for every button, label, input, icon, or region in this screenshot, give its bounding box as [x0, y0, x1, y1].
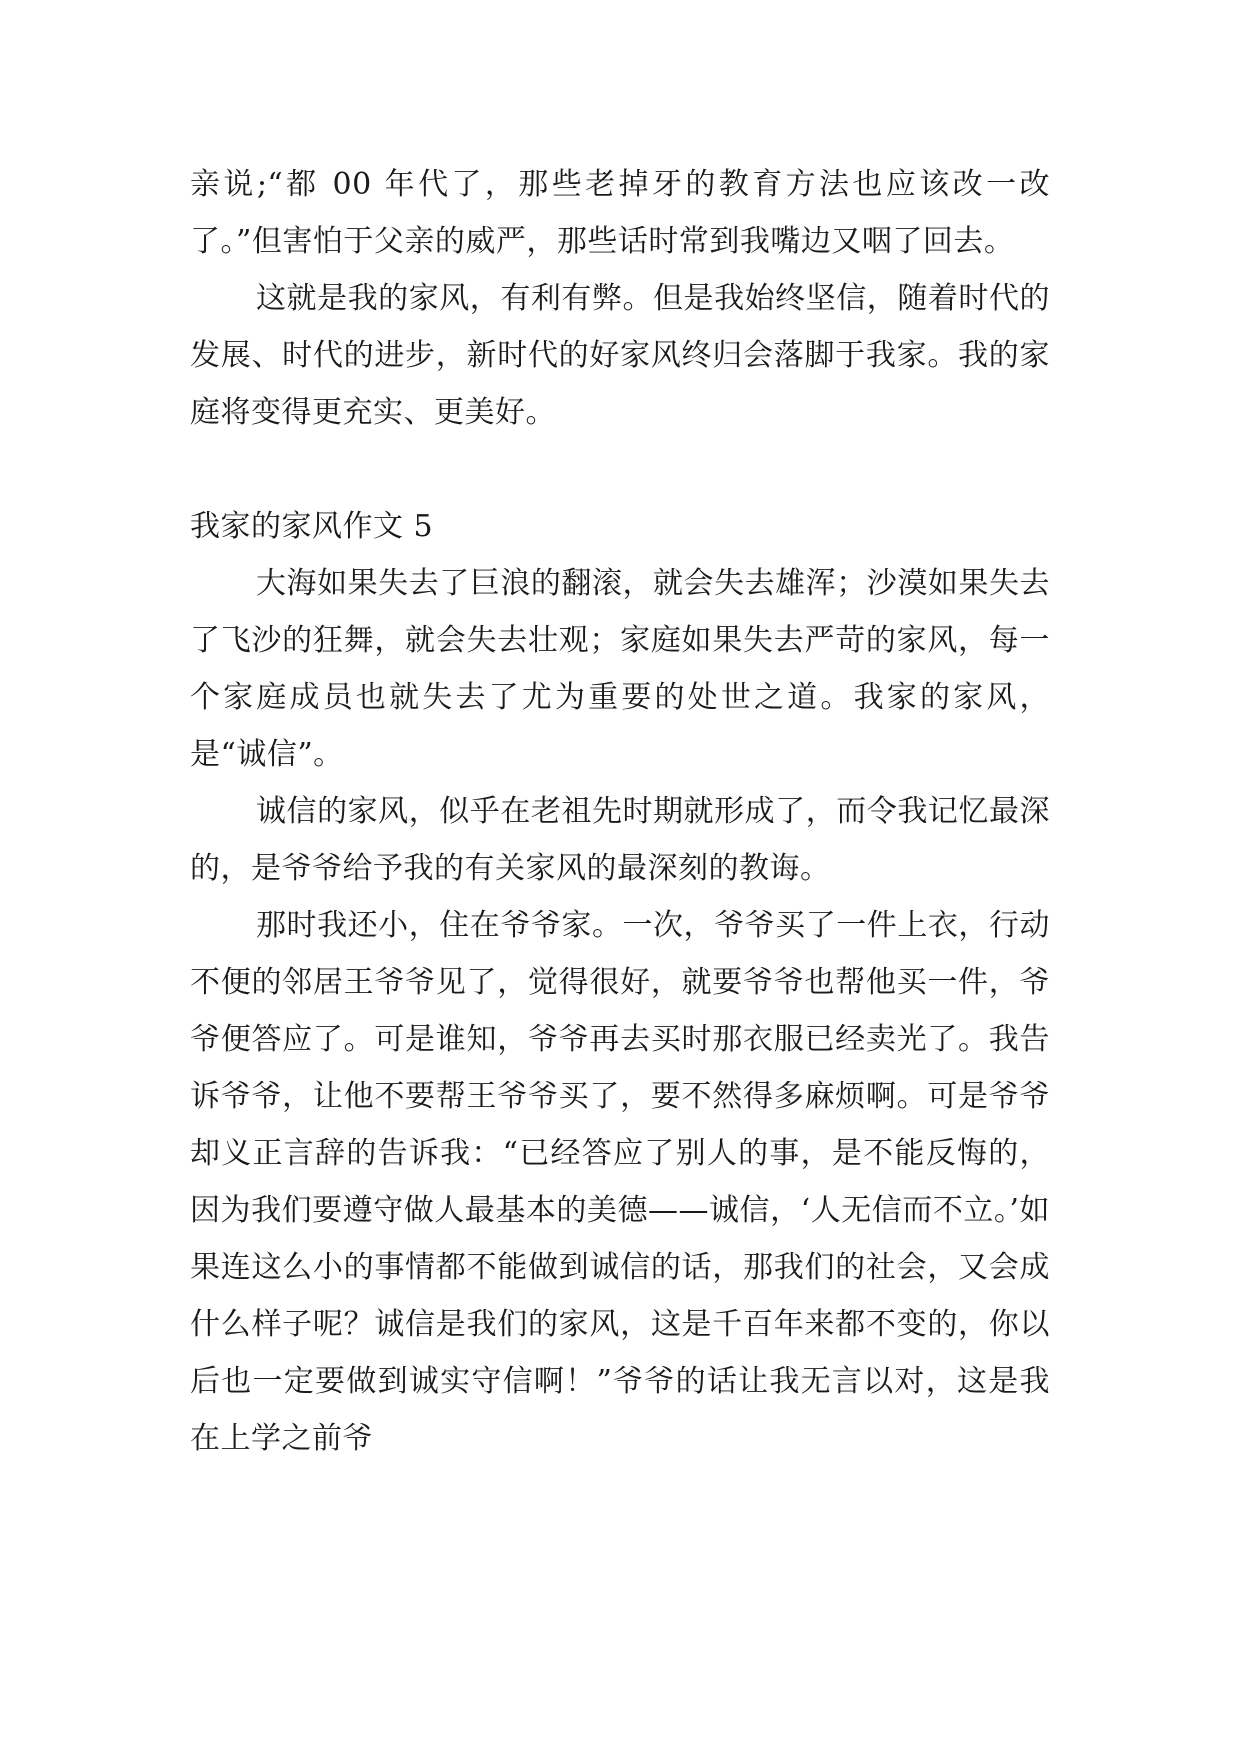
- paragraph-5: 那时我还小，住在爷爷家。一次，爷爷买了一件上衣，行动不便的邻居王爷爷见了，觉得很好，就要爷爷也帮他买一件，爷爷便答应了。可是谁知，爷爷再去买时那衣服已经卖光了。我告诉爷爷，让他不要帮王爷爷买了，要不然得多麻烦啊。可是爷爷却义正言辞的告诉我：“已经答应了别人的事，是不能反悔的，因为我们要遵守做人最基本的美德——诚信，‘人无信而不立。’如果连这么小的事情都不能做到诚信的话，那我们的社会，又会成什么样子呢？诚信是我们的家风，这是千百年来都不变的，你以后也一定要做到诚实守信啊！”爷爷的话让我无言以对，这是我在上学之前爷: [190, 908, 1050, 1456]
- section-heading: 我家的家风作文 5: [190, 509, 434, 544]
- paragraph-3: 大海如果失去了巨浪的翻滚，就会失去雄浑；沙漠如果失去了飞沙的狂舞，就会失去壮观；家庭如果失去严苛的家风，每一个家庭成员也就失去了尤为重要的处世之道。我家的家风，是“诚信”。: [190, 566, 1050, 772]
- paragraph-4: 诚信的家风，似乎在老祖先时期就形成了，而令我记忆最深的，是爷爷给予我的有关家风的最深刻的教诲。: [190, 794, 1050, 886]
- document-body: [190, 156, 1050, 1467]
- paragraph-1: 亲说;“都 00 年代了，那些老掉牙的教育方法也应该改一改了。”但害怕于父亲的威严，那些话时常到我嘴边又咽了回去。: [190, 167, 1050, 259]
- paragraph-2: 这就是我的家风，有利有弊。但是我始终坚信，随着时代的发展、时代的进步，新时代的好家风终归会落脚于我家。我的家庭将变得更充实、更美好。: [190, 281, 1050, 430]
- paragraph-gap: [190, 441, 1050, 498]
